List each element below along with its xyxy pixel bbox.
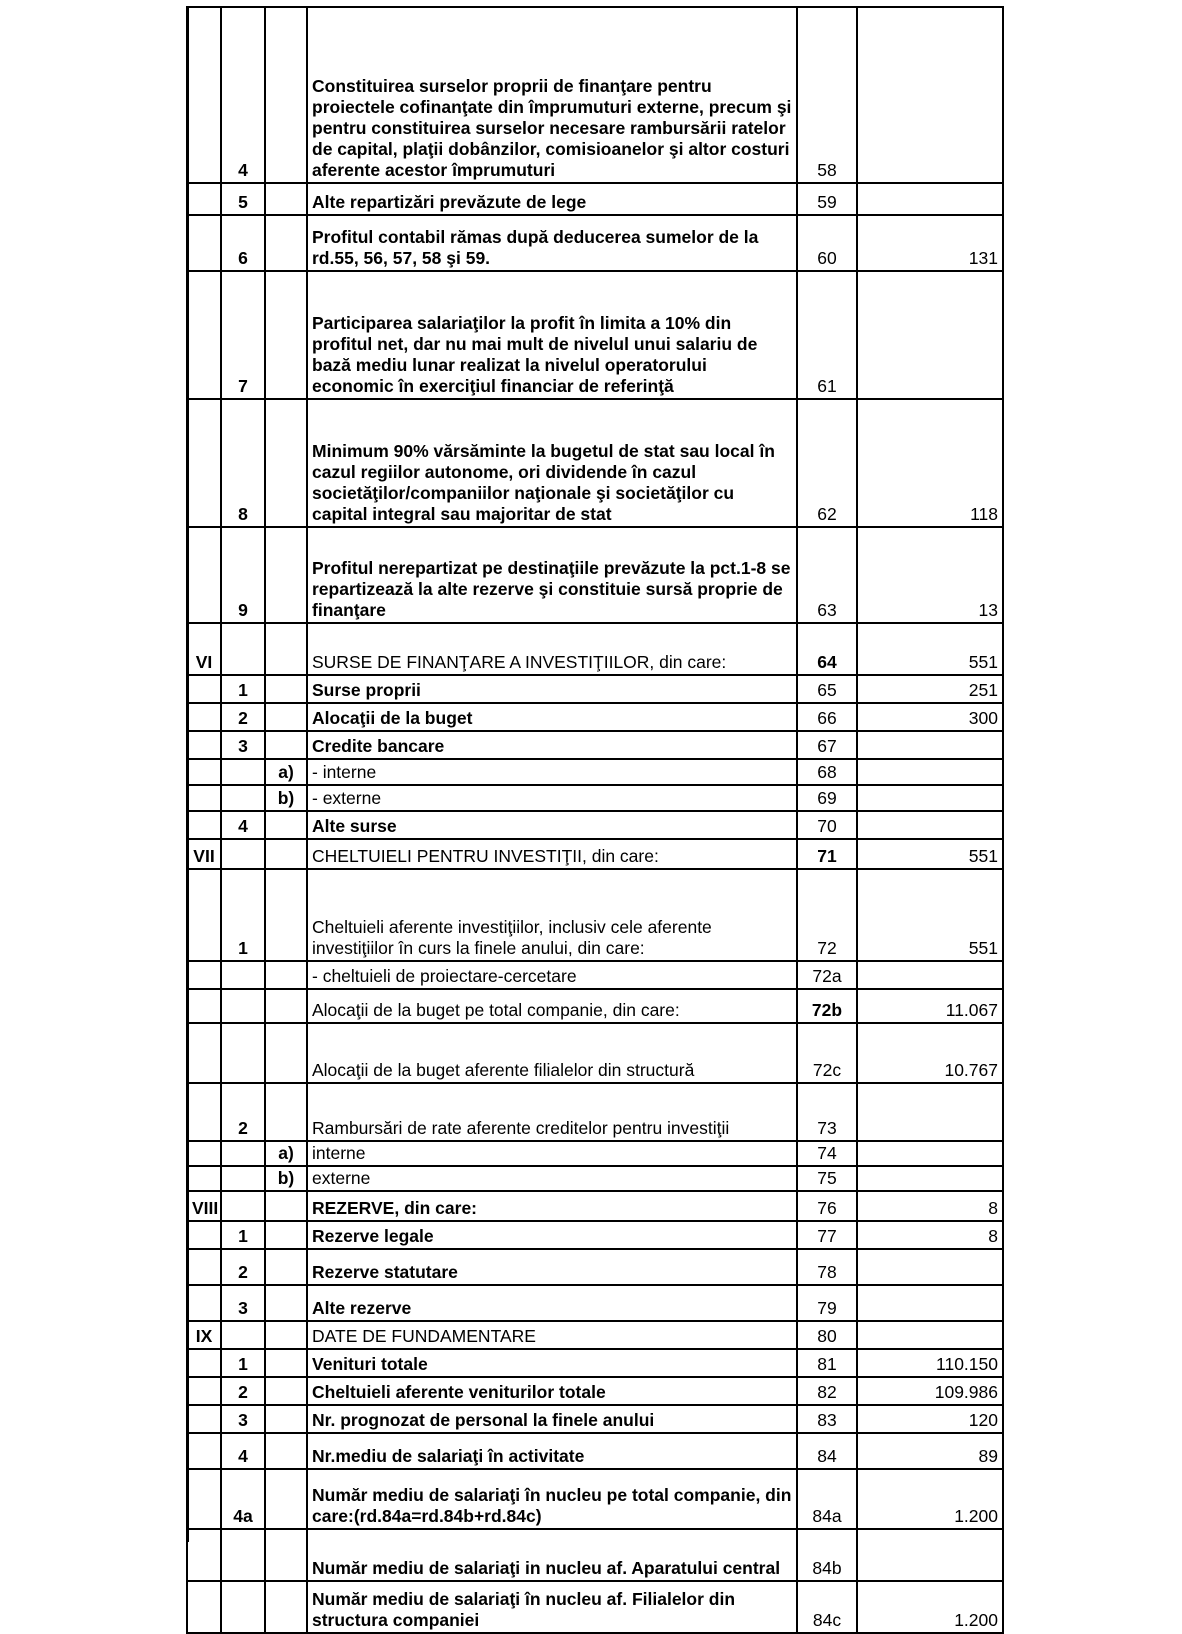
row-letter-number <box>265 1191 307 1221</box>
row-arabic-number <box>221 759 265 785</box>
row-letter-number <box>265 399 307 527</box>
row-value: 89 <box>857 1433 1003 1469</box>
table-row <box>187 527 1003 623</box>
row-roman-number <box>187 785 221 811</box>
row-number-code: 81 <box>797 1349 857 1377</box>
table-row <box>187 271 1003 399</box>
row-value <box>857 7 1003 183</box>
row-arabic-number: 3 <box>221 1285 265 1321</box>
row-description: Profitul contabil rămas după deducerea sumelor de la rd.55, 56, 57, 58 şi 59. <box>307 215 797 271</box>
row-description: Alocaţii de la buget pe total companie, din care: <box>307 989 797 1023</box>
row-value: 10.767 <box>857 1023 1003 1083</box>
table-row <box>187 731 1003 759</box>
row-letter-number <box>265 989 307 1023</box>
row-arabic-number <box>221 961 265 989</box>
row-number-code: 74 <box>797 1141 857 1166</box>
row-description: Număr mediu de salariaţi în nucleu pe total companie, din care:(rd.84a=rd.84b+rd.84c) <box>307 1469 797 1529</box>
row-roman-number <box>187 527 221 623</box>
row-arabic-number: 2 <box>221 1249 265 1285</box>
row-number-code: 72c <box>797 1023 857 1083</box>
left-margin-rule <box>186 6 189 1542</box>
row-roman-number <box>187 271 221 399</box>
row-letter-number <box>265 703 307 731</box>
table-row <box>187 1285 1003 1321</box>
row-letter-number <box>265 623 307 675</box>
table-row <box>187 1166 1003 1191</box>
row-arabic-number: 2 <box>221 1083 265 1141</box>
table-row <box>187 1249 1003 1285</box>
row-letter-number <box>265 1433 307 1469</box>
row-letter-number <box>265 271 307 399</box>
row-arabic-number: 2 <box>221 703 265 731</box>
row-letter-number <box>265 1529 307 1581</box>
row-number-code: 84b <box>797 1529 857 1581</box>
row-roman-number <box>187 1581 221 1633</box>
row-value <box>857 271 1003 399</box>
row-letter-number <box>265 1581 307 1633</box>
row-value: 110.150 <box>857 1349 1003 1377</box>
row-description: REZERVE, din care: <box>307 1191 797 1221</box>
row-roman-number <box>187 961 221 989</box>
row-arabic-number: 5 <box>221 183 265 215</box>
row-arabic-number: 2 <box>221 1377 265 1405</box>
row-value: 109.986 <box>857 1377 1003 1405</box>
row-arabic-number <box>221 989 265 1023</box>
row-arabic-number <box>221 1529 265 1581</box>
row-letter-number <box>265 675 307 703</box>
row-arabic-number <box>221 839 265 869</box>
row-letter-number <box>265 1023 307 1083</box>
row-number-code: 70 <box>797 811 857 839</box>
row-letter-number <box>265 811 307 839</box>
row-number-code: 84 <box>797 1433 857 1469</box>
row-arabic-number: 6 <box>221 215 265 271</box>
row-roman-number <box>187 703 221 731</box>
row-roman-number <box>187 1405 221 1433</box>
row-number-code: 64 <box>797 623 857 675</box>
row-arabic-number: 1 <box>221 1349 265 1377</box>
row-arabic-number: 4a <box>221 1469 265 1529</box>
row-number-code: 77 <box>797 1221 857 1249</box>
row-letter-number <box>265 527 307 623</box>
row-value <box>857 731 1003 759</box>
row-value <box>857 759 1003 785</box>
table-row <box>187 1581 1003 1633</box>
row-number-code: 59 <box>797 183 857 215</box>
row-value: 11.067 <box>857 989 1003 1023</box>
row-arabic-number <box>221 1581 265 1633</box>
row-description: Cheltuieli aferente investiţiilor, inclusiv cele aferente investiţiilor în curs la finele anului, din care: <box>307 869 797 961</box>
row-description: - cheltuieli de proiectare-cercetare <box>307 961 797 989</box>
row-description: Rezerve statutare <box>307 1249 797 1285</box>
row-number-code: 84a <box>797 1469 857 1529</box>
row-number-code: 65 <box>797 675 857 703</box>
row-value <box>857 785 1003 811</box>
row-description: - interne <box>307 759 797 785</box>
row-roman-number <box>187 1166 221 1191</box>
row-roman-number <box>187 1349 221 1377</box>
row-number-code: 63 <box>797 527 857 623</box>
table-row <box>187 675 1003 703</box>
row-arabic-number: 3 <box>221 1405 265 1433</box>
row-letter-number: a) <box>265 1141 307 1166</box>
row-number-code: 67 <box>797 731 857 759</box>
row-arabic-number <box>221 785 265 811</box>
table-row <box>187 1405 1003 1433</box>
row-letter-number <box>265 1221 307 1249</box>
row-number-code: 79 <box>797 1285 857 1321</box>
row-arabic-number: 7 <box>221 271 265 399</box>
row-description: CHELTUIELI PENTRU INVESTIŢII, din care: <box>307 839 797 869</box>
row-arabic-number <box>221 1023 265 1083</box>
row-number-code: 71 <box>797 839 857 869</box>
table-row <box>187 1433 1003 1469</box>
table-row <box>187 1221 1003 1249</box>
row-arabic-number: 8 <box>221 399 265 527</box>
row-roman-number <box>187 1469 221 1529</box>
row-arabic-number: 4 <box>221 811 265 839</box>
row-letter-number <box>265 1285 307 1321</box>
row-roman-number: VII <box>187 839 221 869</box>
row-description: Număr mediu de salariaţi in nucleu af. Aparatului central <box>307 1529 797 1581</box>
row-description: Alocaţii de la buget <box>307 703 797 731</box>
row-arabic-number <box>221 1191 265 1221</box>
row-roman-number <box>187 1141 221 1166</box>
table-row <box>187 839 1003 869</box>
financial-table <box>186 6 1004 1634</box>
row-roman-number: VIII <box>187 1191 221 1221</box>
row-roman-number <box>187 1023 221 1083</box>
row-value <box>857 1141 1003 1166</box>
row-letter-number <box>265 731 307 759</box>
table-row <box>187 1377 1003 1405</box>
row-description: Venituri totale <box>307 1349 797 1377</box>
row-roman-number <box>187 183 221 215</box>
row-roman-number <box>187 215 221 271</box>
row-roman-number <box>187 731 221 759</box>
row-number-code: 80 <box>797 1321 857 1349</box>
row-arabic-number <box>221 1141 265 1166</box>
table-row <box>187 7 1003 183</box>
row-arabic-number: 1 <box>221 1221 265 1249</box>
row-description: Rambursări de rate aferente creditelor pentru investiţii <box>307 1083 797 1141</box>
row-value: 131 <box>857 215 1003 271</box>
table-row <box>187 1349 1003 1377</box>
table-row <box>187 989 1003 1023</box>
row-value: 120 <box>857 1405 1003 1433</box>
row-value: 13 <box>857 527 1003 623</box>
row-value: 1.200 <box>857 1469 1003 1529</box>
row-value: 300 <box>857 703 1003 731</box>
row-roman-number <box>187 1249 221 1285</box>
row-value <box>857 1321 1003 1349</box>
row-description: Cheltuieli aferente veniturilor totale <box>307 1377 797 1405</box>
table-row <box>187 183 1003 215</box>
row-letter-number: a) <box>265 759 307 785</box>
table-row <box>187 1191 1003 1221</box>
row-value: 118 <box>857 399 1003 527</box>
row-description: interne <box>307 1141 797 1166</box>
row-number-code: 60 <box>797 215 857 271</box>
row-description: Credite bancare <box>307 731 797 759</box>
row-value: 8 <box>857 1191 1003 1221</box>
row-number-code: 84c <box>797 1581 857 1633</box>
row-value <box>857 1166 1003 1191</box>
table-body <box>187 7 1003 1633</box>
row-roman-number <box>187 1377 221 1405</box>
table-row <box>187 1529 1003 1581</box>
row-letter-number <box>265 1469 307 1529</box>
row-number-code: 72a <box>797 961 857 989</box>
row-letter-number: b) <box>265 785 307 811</box>
row-roman-number <box>187 1221 221 1249</box>
row-description: DATE DE FUNDAMENTARE <box>307 1321 797 1349</box>
row-value: 251 <box>857 675 1003 703</box>
row-letter-number <box>265 1083 307 1141</box>
row-number-code: 61 <box>797 271 857 399</box>
table-row <box>187 785 1003 811</box>
row-value <box>857 1285 1003 1321</box>
row-number-code: 68 <box>797 759 857 785</box>
row-letter-number <box>265 961 307 989</box>
row-letter-number <box>265 1405 307 1433</box>
row-roman-number <box>187 811 221 839</box>
row-description: Minimum 90% vărsăminte la bugetul de stat sau local în cazul regiilor autonome, ori dividende în cazul societăţilor/companiilor naţionale şi societăţilor cu capital integral sau majoritar de stat <box>307 399 797 527</box>
row-number-code: 76 <box>797 1191 857 1221</box>
row-description: Constituirea surselor proprii de finanţare pentru proiectele cofinanţate din împrumuturi externe, precum şi pentru constituirea surselor necesare rambursării ratelor de capital, plaţii dobânzilor, comisioanelor şi altor costuri aferente acestor împrumuturi <box>307 7 797 183</box>
row-arabic-number <box>221 623 265 675</box>
row-roman-number <box>187 675 221 703</box>
row-letter-number <box>265 1349 307 1377</box>
table-row <box>187 1141 1003 1166</box>
table-row <box>187 1083 1003 1141</box>
row-description: Rezerve legale <box>307 1221 797 1249</box>
row-roman-number <box>187 1285 221 1321</box>
row-description: Alte repartizări prevăzute de lege <box>307 183 797 215</box>
row-description: Alte surse <box>307 811 797 839</box>
row-number-code: 78 <box>797 1249 857 1285</box>
row-roman-number <box>187 869 221 961</box>
row-description: Surse proprii <box>307 675 797 703</box>
row-value: 551 <box>857 839 1003 869</box>
table-row <box>187 811 1003 839</box>
row-roman-number <box>187 1083 221 1141</box>
table-row <box>187 399 1003 527</box>
row-roman-number <box>187 1529 221 1581</box>
row-description: externe <box>307 1166 797 1191</box>
row-description: Participarea salariaţilor la profit în limita a 10% din profitul net, dar nu mai mult de nivelul unui salariu de bază mediu lunar realizat la nivelul operatorului economic în exerciţiul financiar de referinţă <box>307 271 797 399</box>
row-arabic-number: 1 <box>221 869 265 961</box>
row-description: Alocaţii de la buget aferente filialelor din structură <box>307 1023 797 1083</box>
row-number-code: 75 <box>797 1166 857 1191</box>
row-description: Nr.mediu de salariaţi în activitate <box>307 1433 797 1469</box>
row-arabic-number <box>221 1321 265 1349</box>
row-letter-number <box>265 869 307 961</box>
row-arabic-number: 4 <box>221 7 265 183</box>
row-description: Nr. prognozat de personal la finele anului <box>307 1405 797 1433</box>
row-arabic-number: 1 <box>221 675 265 703</box>
row-roman-number <box>187 399 221 527</box>
row-description: Alte rezerve <box>307 1285 797 1321</box>
table-row <box>187 1321 1003 1349</box>
row-letter-number <box>265 183 307 215</box>
row-letter-number <box>265 1377 307 1405</box>
row-letter-number <box>265 215 307 271</box>
table-row <box>187 869 1003 961</box>
row-arabic-number: 3 <box>221 731 265 759</box>
row-value <box>857 1529 1003 1581</box>
table-row <box>187 1469 1003 1529</box>
row-roman-number: VI <box>187 623 221 675</box>
table-row <box>187 215 1003 271</box>
row-roman-number <box>187 1433 221 1469</box>
table-row <box>187 759 1003 785</box>
table-row <box>187 703 1003 731</box>
row-roman-number <box>187 7 221 183</box>
row-description: Profitul nerepartizat pe destinaţiile prevăzute la pct.1-8 se repartizează la alte rezerve şi constituie sursă proprie de finanţare <box>307 527 797 623</box>
row-number-code: 73 <box>797 1083 857 1141</box>
row-value: 551 <box>857 869 1003 961</box>
row-number-code: 69 <box>797 785 857 811</box>
row-value <box>857 811 1003 839</box>
row-value <box>857 961 1003 989</box>
row-value <box>857 1083 1003 1141</box>
row-value: 8 <box>857 1221 1003 1249</box>
row-number-code: 72b <box>797 989 857 1023</box>
row-description: Număr mediu de salariaţi în nucleu af. Filialelor din structura companiei <box>307 1581 797 1633</box>
row-arabic-number: 4 <box>221 1433 265 1469</box>
row-letter-number <box>265 1249 307 1285</box>
table-row <box>187 961 1003 989</box>
row-roman-number: IX <box>187 1321 221 1349</box>
row-number-code: 83 <box>797 1405 857 1433</box>
row-number-code: 58 <box>797 7 857 183</box>
row-number-code: 72 <box>797 869 857 961</box>
row-number-code: 66 <box>797 703 857 731</box>
row-value <box>857 183 1003 215</box>
row-value: 551 <box>857 623 1003 675</box>
row-value: 1.200 <box>857 1581 1003 1633</box>
table-row <box>187 623 1003 675</box>
row-roman-number <box>187 989 221 1023</box>
row-description: SURSE DE FINANŢARE A INVESTIŢIILOR, din care: <box>307 623 797 675</box>
row-letter-number: b) <box>265 1166 307 1191</box>
row-number-code: 82 <box>797 1377 857 1405</box>
row-letter-number <box>265 7 307 183</box>
row-number-code: 62 <box>797 399 857 527</box>
row-roman-number <box>187 759 221 785</box>
row-letter-number <box>265 1321 307 1349</box>
row-description: - externe <box>307 785 797 811</box>
row-value <box>857 1249 1003 1285</box>
row-letter-number <box>265 839 307 869</box>
row-arabic-number: 9 <box>221 527 265 623</box>
row-arabic-number <box>221 1166 265 1191</box>
table-row <box>187 1023 1003 1083</box>
